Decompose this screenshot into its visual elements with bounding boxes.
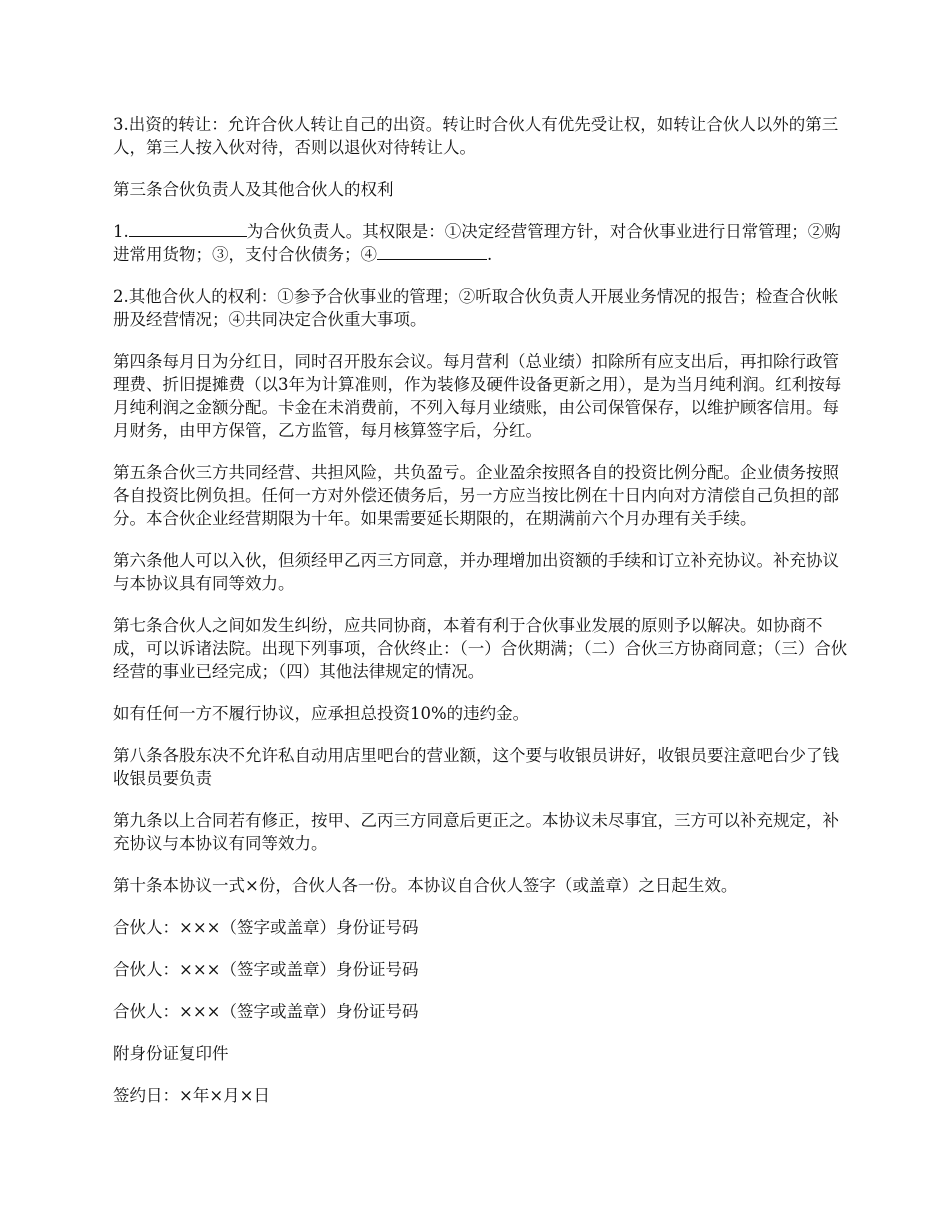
paragraph-partner-rights: 2.其他合伙人的权利：①参予合伙事业的管理；②听取合伙负责人开展业务情况的报告；检查合伙帐册及经营情况；④共同决定合伙重大事项。: [113, 287, 839, 329]
heading-article-3: 第三条合伙负责人及其他合伙人的权利: [113, 180, 394, 199]
paragraph-capital-transfer: 3.出资的转让：允许合伙人转让自己的出资。转让时合伙人有优先受让权，如转让合伙人以外的第三人，第三人按入伙对待，否则以退伙对待转让人。: [113, 115, 839, 157]
paragraph-article-5: 第五条合伙三方共同经营、共担风险，共负盈亏。企业盈余按照各自的投资比例分配。企业债务按照各自投资比例负担。任何一方对外偿还债务后，另一方应当按比例在十日内向对方清偿自己负担的部分。本合伙企业经营期限为十年。如果需要延长期限的，在期满前六个月办理有关手续。: [113, 463, 839, 528]
paragraph-manager-authority: [113, 220, 853, 266]
paragraph-article-4: 第四条每月日为分红日，同时召开股东会议。每月营利（总业绩）扣除所有应支出后，再扣除行政管理费、折旧提摊费（以3年为计算准则，作为装修及硬件设备更新之用），是为当月纯利润。红利按每月纯利润之金额分配。卡金在未消费前，不列入每月业绩账，由公司保管保存，以维护顾客信用。每月财务，由甲方保管，乙方监管，每月核算签字后，分红。: [113, 352, 842, 440]
clause-ending: .: [487, 245, 493, 264]
blank-field-manager: [129, 220, 247, 237]
paragraph-penalty: 如有任何一方不履行协议，应承担总投资10%的违约金。: [113, 704, 530, 723]
paragraph-article-9: 第九条以上合同若有修正，按甲、乙丙三方同意后更正之。本协议未尽事宜，三方可以补充规定，补充协议与本协议有同等效力。: [113, 811, 839, 853]
paragraph-article-7: 第七条合伙人之间如发生纠纷，应共同协商，本着有利于合伙事业发展的原则予以解决。如协商不成，可以诉诸法院。出现下列事项，合伙终止：（一）合伙期满；（二）合伙三方协商同意；（三）合伙经营的事业已经完成；（四）其他法律规定的情况。: [113, 616, 848, 681]
signature-line-partner: 合伙人：×××（签字或盖章）身份证号码: [113, 960, 419, 979]
blank-field-authority: [377, 243, 487, 260]
clause-number: 1.: [113, 222, 129, 241]
paragraph-article-10: 第十条本协议一式×份，合伙人各一份。本协议自合伙人签字（或盖章）之日起生效。: [113, 876, 738, 895]
signature-line-partner: 合伙人：×××（签字或盖章）身份证号码: [113, 918, 419, 937]
signature-line-partner: 合伙人：×××（签字或盖章）身份证号码: [113, 1002, 419, 1021]
paragraph-article-8: 第八条各股东决不允许私自动用店里吧台的营业额，这个要与收银员讲好，收银员要注意吧台少了钱收银员要负责: [113, 746, 839, 788]
attachment-note: 附身份证复印件: [113, 1044, 229, 1063]
paragraph-article-6: 第六条他人可以入伙，但须经甲乙丙三方同意，并办理增加出资额的手续和订立补充协议。补充协议与本协议具有同等效力。: [113, 551, 839, 593]
document-page: [113, 113, 853, 1126]
signing-date: 签约日：×年×月×日: [113, 1086, 270, 1105]
clause-text: 为合伙负责人。其权限是：①决定经营管理方针，对合伙事业进行日常管理；②购进常用货物；③，支付合伙债务；④: [113, 222, 841, 264]
